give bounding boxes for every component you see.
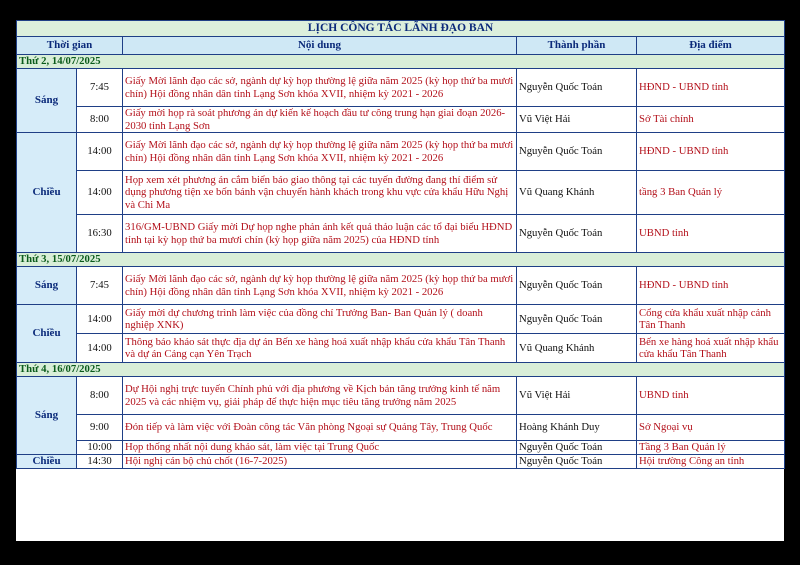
time-cell: 8:00 <box>77 107 123 133</box>
day-row <box>17 55 785 69</box>
session-label: Sáng <box>17 69 77 133</box>
time-cell: 10:00 <box>77 441 123 455</box>
header-members: Thành phần <box>517 37 637 55</box>
member-cell: Nguyễn Quốc Toản <box>517 305 637 334</box>
table-row <box>17 107 785 133</box>
table-row <box>17 377 785 415</box>
table-row <box>17 69 785 107</box>
schedule-sheet <box>16 20 784 541</box>
member-cell: Vũ Việt Hải <box>517 377 637 415</box>
content-cell: Giấy Mời lãnh đạo các sở, ngành dự kỳ họp thường lệ giữa năm 2025 (kỳ họp thứ ba mươi chín) Hội đồng nhân dân tỉnh Lạng Sơn khóa XVII, nhiệm kỳ 2021 - 2026 <box>123 133 517 171</box>
location-cell: tầng 3 Ban Quản lý <box>637 171 785 215</box>
time-cell: 14:00 <box>77 334 123 363</box>
table-row <box>17 305 785 334</box>
time-cell: 14:00 <box>77 305 123 334</box>
day-row <box>17 363 785 377</box>
member-cell: Vũ Quang Khánh <box>517 334 637 363</box>
schedule-table <box>16 20 785 469</box>
table-row <box>17 415 785 441</box>
content-cell: Đón tiếp và làm việc với Đoàn công tác Văn phòng Ngoại sự Quảng Tây, Trung Quốc <box>123 415 517 441</box>
location-cell: Sở Ngoại vụ <box>637 415 785 441</box>
time-cell: 9:00 <box>77 415 123 441</box>
session-label: Sáng <box>17 377 77 455</box>
member-cell: Vũ Quang Khánh <box>517 171 637 215</box>
session-label: Chiều <box>17 305 77 363</box>
table-row <box>17 171 785 215</box>
day-label: Thứ 2, 14/07/2025 <box>17 55 785 69</box>
location-cell: Bến xe hàng hoá xuất nhập khẩu cửa khẩu Tân Thanh <box>637 334 785 363</box>
time-cell: 14:00 <box>77 171 123 215</box>
title-row <box>17 21 785 37</box>
member-cell: Nguyễn Quốc Toản <box>517 215 637 253</box>
content-cell: Hội nghị cán bộ chủ chốt (16-7-2025) <box>123 455 517 469</box>
member-cell: Nguyễn Quốc Toản <box>517 441 637 455</box>
time-cell: 16:30 <box>77 215 123 253</box>
content-cell: Giấy Mời lãnh đạo các sở, ngành dự kỳ họp thường lệ giữa năm 2025 (kỳ họp thứ ba mươi chín) Hội đồng nhân dân tỉnh Lạng Sơn khóa XVII, nhiệm kỳ 2021 - 2026 <box>123 267 517 305</box>
location-cell: Cổng cửa khẩu xuất nhập cảnh Tân Thanh <box>637 305 785 334</box>
member-cell: Nguyễn Quốc Toản <box>517 133 637 171</box>
content-cell: Giấy Mời lãnh đạo các sở, ngành dự kỳ họp thường lệ giữa năm 2025 (kỳ họp thứ ba mươi chín) Hội đồng nhân dân tỉnh Lạng Sơn khóa XVII, nhiệm kỳ 2021 - 2026 <box>123 69 517 107</box>
page-title: LỊCH CÔNG TÁC LÃNH ĐẠO BAN <box>17 21 785 37</box>
location-cell: UBND tỉnh <box>637 215 785 253</box>
content-cell: Họp xem xét phương án cắm biển báo giao thông tại các tuyến đường đang thí điểm sử dụng phương tiện xe bốn bánh vận chuyển hành khách trong khu vực cửa khẩu Hữu Nghị và Chi Ma <box>123 171 517 215</box>
time-cell: 7:45 <box>77 267 123 305</box>
location-cell: UBND tỉnh <box>637 377 785 415</box>
time-cell: 8:00 <box>77 377 123 415</box>
content-cell: Dự Hội nghị trực tuyến Chính phủ với địa phương về Kịch bản tăng trưởng kinh tế năm 2025 và các nhiệm vụ, giải pháp để thực hiện mục tiêu tăng trưởng năm 2025 <box>123 377 517 415</box>
member-cell: Nguyễn Quốc Toản <box>517 455 637 469</box>
location-cell: HĐND - UBND tỉnh <box>637 69 785 107</box>
session-label: Chiều <box>17 133 77 253</box>
time-cell: 14:00 <box>77 133 123 171</box>
session-label: Chiều <box>17 455 77 469</box>
table-row <box>17 455 785 469</box>
location-cell: Tầng 3 Ban Quản lý <box>637 441 785 455</box>
header-time: Thời gian <box>17 37 123 55</box>
table-row <box>17 133 785 171</box>
table-row <box>17 215 785 253</box>
location-cell: HĐND - UBND tỉnh <box>637 133 785 171</box>
time-cell: 14:30 <box>77 455 123 469</box>
table-row <box>17 334 785 363</box>
content-cell: Giấy mời họp rà soát phương án dự kiến kế hoạch đầu tư công trung hạn giai đoạn 2026-2030 tỉnh Lạng Sơn <box>123 107 517 133</box>
location-cell: HĐND - UBND tỉnh <box>637 267 785 305</box>
day-row <box>17 253 785 267</box>
member-cell: Nguyễn Quốc Toản <box>517 267 637 305</box>
header-content: Nội dung <box>123 37 517 55</box>
member-cell: Nguyễn Quốc Toản <box>517 69 637 107</box>
header-row <box>17 37 785 55</box>
content-cell: 316/GM-UBND Giấy mời Dự họp nghe phản ánh kết quả thảo luận các tổ đại biểu HĐND tỉnh tại kỳ họp thứ ba mươi chín (kỳ họp giữa năm 2025) của HĐND tỉnh <box>123 215 517 253</box>
member-cell: Vũ Việt Hải <box>517 107 637 133</box>
table-row <box>17 441 785 455</box>
header-location: Địa điểm <box>637 37 785 55</box>
session-label: Sáng <box>17 267 77 305</box>
member-cell: Hoàng Khánh Duy <box>517 415 637 441</box>
content-cell: Giấy mời dự chương trình làm việc của đồng chí Trưởng Ban- Ban Quản lý ( doanh nghiệp XNK) <box>123 305 517 334</box>
location-cell: Hội trường Công an tỉnh <box>637 455 785 469</box>
day-label: Thứ 3, 15/07/2025 <box>17 253 785 267</box>
day-label: Thứ 4, 16/07/2025 <box>17 363 785 377</box>
content-cell: Họp thống nhất nội dung khảo sát, làm việc tại Trung Quốc <box>123 441 517 455</box>
time-cell: 7:45 <box>77 69 123 107</box>
table-row <box>17 267 785 305</box>
location-cell: Sở Tài chính <box>637 107 785 133</box>
content-cell: Thông báo khảo sát thực địa dự án Bến xe hàng hoá xuất nhập khẩu cửa khẩu Tân Thanh và dự án Cảng cạn Yên Trạch <box>123 334 517 363</box>
